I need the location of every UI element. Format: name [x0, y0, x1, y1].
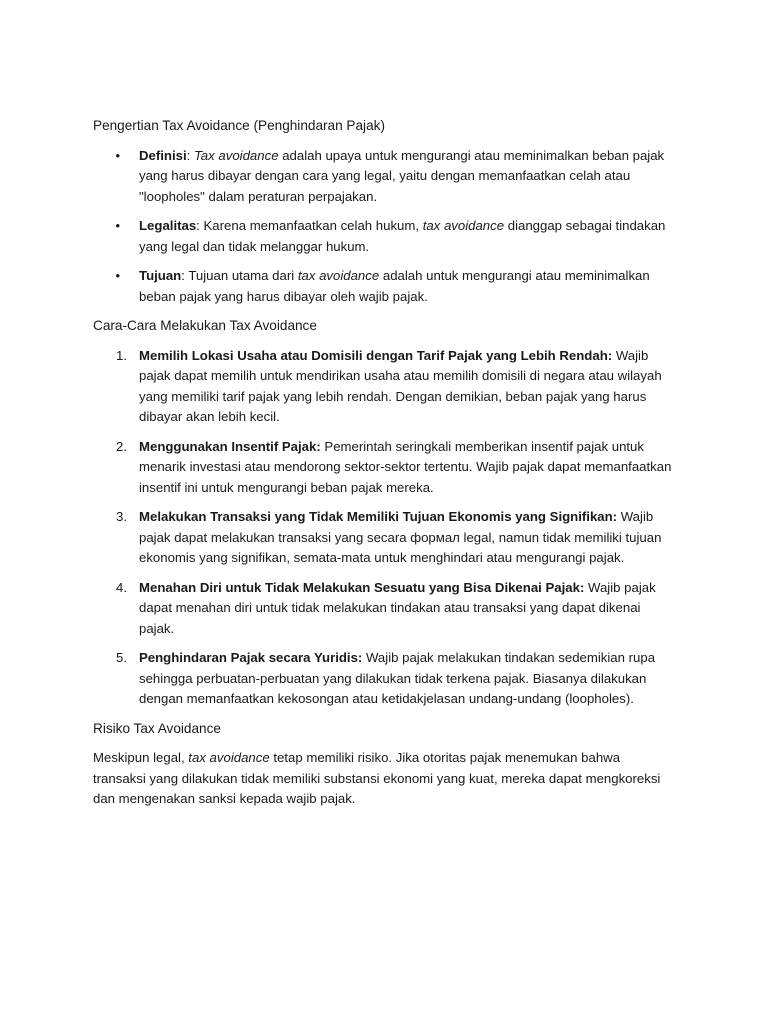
item-number: 3. — [116, 509, 127, 524]
section-heading-pengertian: Pengertian Tax Avoidance (Penghindaran Pajak) — [93, 118, 385, 133]
bullet-marker: • — [115, 147, 120, 163]
bullet-item-legalitas — [93, 216, 673, 257]
body-text: Karena memanfaatkan celah hukum, — [203, 218, 423, 233]
item-separator: : — [196, 218, 204, 233]
item-term: Definisi — [139, 147, 187, 163]
numbered-list-cara — [93, 346, 673, 710]
item-separator: : — [181, 268, 189, 283]
item-number: 2. — [116, 438, 127, 454]
item-number: 1. — [116, 347, 127, 363]
body-text: Wajib pajak dapat memilih untuk mendirikan usaha atau memilih domisili di negara atau wilayah yang memiliki tarif pajak yang lebih rendah. Dengan demikian, beban pajak yang harus dibayar akan lebih kecil. — [139, 347, 662, 424]
item-number: 5. — [116, 650, 127, 665]
bullet-item-tujuan — [93, 266, 673, 307]
body-text: Wajib pajak dapat melakukan transaksi yang secara формал legal, namun tidak memiliki tujuan ekonomis yang signifikan, semata-mata untuk menghindari atau mengurangi pajak. — [139, 509, 662, 565]
numbered-item-3 — [93, 507, 673, 569]
numbered-item-5 — [93, 648, 673, 710]
section-heading-cara: Cara-Cara Melakukan Tax Avoidance — [93, 318, 317, 333]
item-term: Tujuan — [139, 268, 182, 283]
italic-term: Tax avoidance — [193, 147, 279, 163]
body-text: Tujuan utama dari — [188, 268, 298, 283]
risiko-paragraph — [93, 748, 673, 810]
numbered-item-2 — [93, 437, 673, 499]
bullet-marker: • — [115, 268, 120, 283]
italic-term: tax avoidance — [188, 750, 270, 765]
body-text: adalah upaya untuk mengurangi atau meminimalkan beban pajak yang harus dibayar dengan cara yang legal, yaitu dengan memanfaatkan celah atau "loopholes" dalam peraturan perpajakan. — [139, 147, 665, 204]
bullet-marker: • — [115, 218, 120, 233]
body-text: Meskipun legal, — [93, 750, 189, 765]
body-text: dianggap sebagai tindakan yang legal dan tidak melanggar hukum. — [139, 218, 666, 254]
document-page — [93, 116, 673, 810]
item-number: 4. — [116, 579, 127, 595]
section-heading-risiko: Risiko Tax Avoidance — [93, 720, 221, 736]
body-text: Wajib pajak melakukan tindakan sedemikian rupa sehingga perbuatan-perbuatan yang dilakukan tidak terkena pajak. Biasanya dilakukan dengan memanfaatkan kekosongan atau ketidakjelasan undang-undang (loopholes). — [139, 650, 656, 706]
item-term: Memilih Lokasi Usaha atau Domisili dengan Tarif Pajak yang Lebih Rendah: — [139, 347, 613, 363]
item-term: Melakukan Transaksi yang Tidak Memiliki Tujuan Ekonomis yang Signifikan: — [139, 509, 618, 524]
bullet-item-definisi — [93, 146, 673, 208]
bullet-list-pengertian — [93, 146, 673, 308]
item-term: Legalitas — [139, 218, 197, 233]
italic-term: tax avoidance — [422, 218, 505, 233]
body-text: tetap memiliki risiko. Jika otoritas pajak menemukan bahwa transaksi yang dilakukan tidak memiliki substansi ekonomi yang kuat, mereka dapat mengkoreksi dan mengenakan sanksi kepada wajib pajak. — [93, 750, 661, 806]
item-term: Menggunakan Insentif Pajak: — [139, 438, 321, 454]
numbered-item-4 — [93, 578, 673, 640]
body-text: adalah untuk mengurangi atau meminimalkan beban pajak yang harus dibayar oleh wajib pajak. — [139, 268, 650, 304]
item-term: Penghindaran Pajak secara Yuridis: — [139, 650, 363, 665]
italic-term: tax avoidance — [297, 268, 380, 283]
body-text: Wajib pajak dapat menahan diri untuk tidak melakukan tindakan atau transaksi yang dapat dikenai pajak. — [139, 579, 656, 636]
body-text: Pemerintah seringkali memberikan insentif pajak untuk menarik investasi atau mendorong sektor-sektor tertentu. Wajib pajak dapat memanfaatkan insentif ini untuk mengurangi beban pajak mereka. — [139, 438, 672, 495]
numbered-item-1 — [93, 346, 673, 428]
item-term: Menahan Diri untuk Tidak Melakukan Sesuatu yang Bisa Dikenai Pajak: — [139, 579, 585, 595]
item-separator: : — [186, 147, 194, 163]
